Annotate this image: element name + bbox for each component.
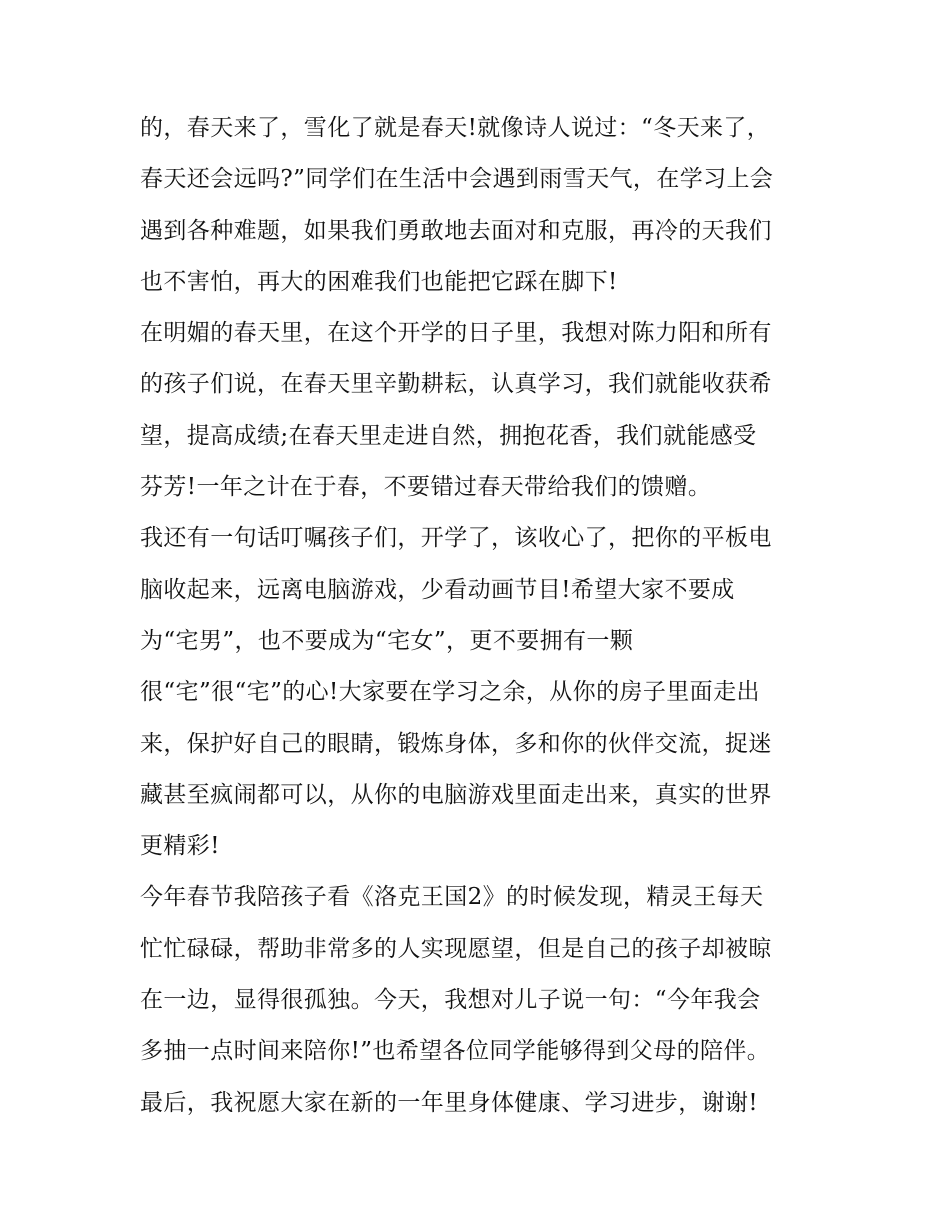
text-line: 藏甚至疯闹都可以，从你的电脑游戏里面走出来，真实的世界	[140, 781, 772, 808]
text-line: 的，春天来了，雪化了就是春天!就像诗人说过：“冬天来了，	[140, 115, 771, 141]
text-line: 多抽一点时间来陪你!”也希望各位同学能够得到父母的陪伴。	[140, 1038, 771, 1065]
text-line: 忙忙碌碌，帮助非常多的人实现愿望，但是自己的孩子却被晾	[140, 935, 772, 962]
text-line: 芬芳!一年之计在于春，不要错过春天带给我们的馈赠。	[140, 474, 712, 501]
text-line: 我还有一句话叮嘱孩子们，开学了，该收心了，把你的平板电	[140, 525, 772, 552]
text-line: 遇到各种难题，如果我们勇敢地去面对和克服，再冷的天我们	[140, 217, 772, 244]
text-line: 的孩子们说，在春天里辛勤耕耘，认真学习，我们就能收获希	[140, 371, 772, 398]
text-line: 很“宅”很“宅”的心!大家要在学习之余，从你的房子里面走出	[140, 679, 760, 706]
text-line: 春天还会远吗?”同学们在生活中会遇到雨雪天气，在学习上会	[140, 166, 774, 193]
text-line: 脑收起来，远离电脑游戏，少看动画节目!希望大家不要成	[140, 576, 735, 603]
text-line: 也不害怕，再大的困难我们也能把它踩在脚下!	[140, 268, 618, 295]
text-line: 今年春节我陪孩子看《洛克王国2》的时候发现，精灵王每天	[140, 884, 764, 911]
text-line: 在一边，显得很孤独。今天，我想对儿子说一句：“今年我会	[140, 987, 761, 1014]
text-line: 在明媚的春天里，在这个开学的日子里，我想对陈力阳和所有	[140, 320, 772, 347]
text-line: 最后，我祝愿大家在新的一年里身体健康、学习进步，谢谢!	[140, 1089, 759, 1116]
text-line: 望，提高成绩;在春天里走进自然，拥抱花香，我们就能感受	[140, 422, 757, 449]
text-line: 来，保护好自己的眼睛，锻炼身体，多和你的伙伴交流，捉迷	[140, 730, 772, 757]
body-text	[140, 103, 830, 1129]
text-line: 为“宅男”，也不要成为“宅女”，更不要拥有一颗	[140, 627, 634, 654]
text-line: 更精彩!	[140, 833, 220, 860]
